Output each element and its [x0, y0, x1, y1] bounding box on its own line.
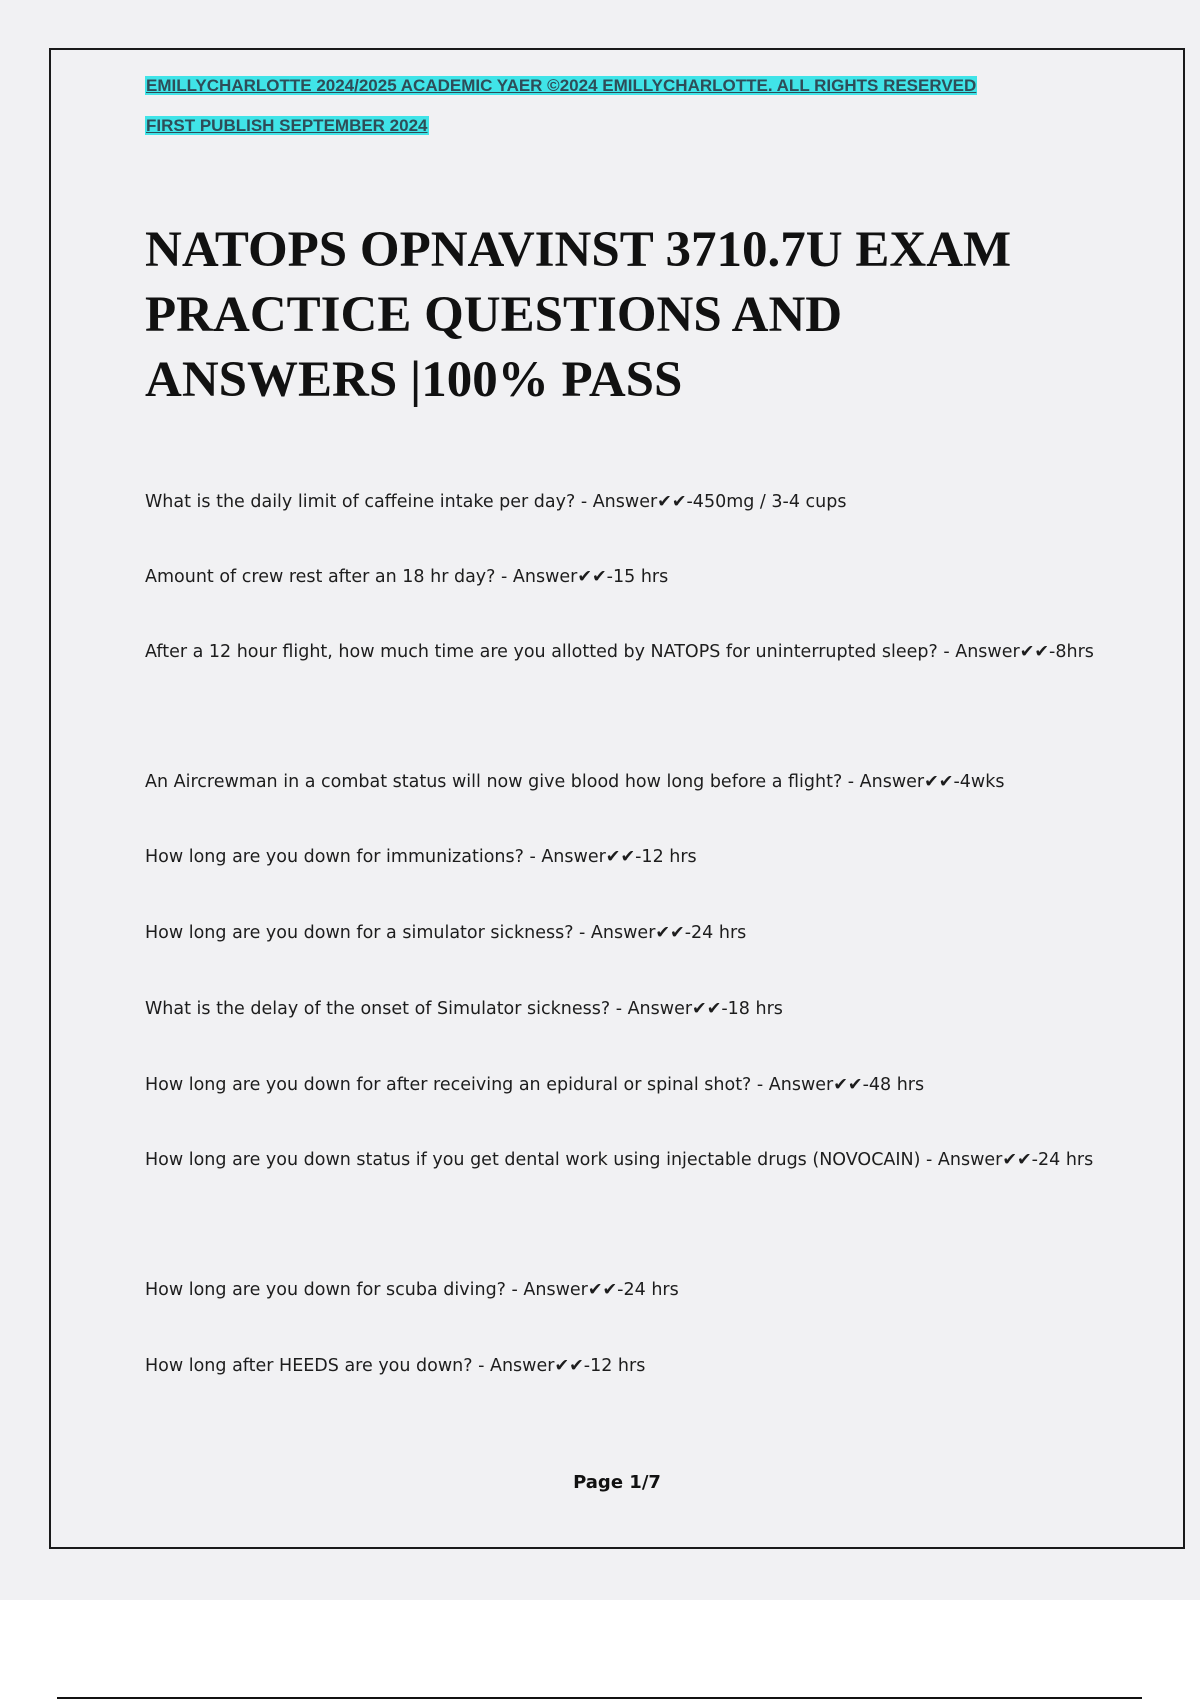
copyright-text: EMILLYCHARLOTTE 2024/2025 ACADEMIC YAER ©2024 EMILLYCHARLOTTE. ALL RIGHTS RESERVED: [146, 76, 977, 95]
page-number: Page 1/7: [573, 1472, 661, 1493]
qa-item: How long are you down for after receiving an epidural or spinal shot? - Answer✔✔-48 hrs: [145, 1075, 925, 1095]
divider: [57, 1697, 1142, 1699]
document-title: [145, 218, 1105, 413]
qa-item: How long are you down for a simulator sickness? - Answer✔✔-24 hrs: [145, 923, 747, 943]
qa-item: Amount of crew rest after an 18 hr day? - Answer✔✔-15 hrs: [145, 567, 669, 587]
title-line-2: PRACTICE QUESTIONS AND: [145, 287, 843, 343]
qa-item: How long are you down status if you get dental work using injectable drugs (NOVOCAIN) - Answer✔✔-24 hrs: [145, 1150, 1094, 1170]
qa-item: How long after HEEDS are you down? - Answer✔✔-12 hrs: [145, 1356, 646, 1376]
qa-item: How long are you down for immunizations? - Answer✔✔-12 hrs: [145, 847, 697, 867]
qa-item: An Aircrewman in a combat status will now give blood how long before a flight? - Answer✔✔-4wks: [145, 772, 1005, 792]
copyright-header: [145, 74, 977, 98]
qa-item: What is the delay of the onset of Simulator sickness? - Answer✔✔-18 hrs: [145, 999, 783, 1019]
qa-item: What is the daily limit of caffeine intake per day? - Answer✔✔-450mg / 3-4 cups: [145, 492, 847, 512]
publish-date-text: FIRST PUBLISH SEPTEMBER 2024: [146, 116, 428, 135]
publish-date-header: [145, 114, 429, 138]
qa-item: How long are you down for scuba diving? - Answer✔✔-24 hrs: [145, 1280, 679, 1300]
qa-item: After a 12 hour flight, how much time are you allotted by NATOPS for uninterrupted sleep? - Answer✔✔-8hrs: [145, 642, 1094, 662]
title-line-1: NATOPS OPNAVINST 3710.7U EXAM: [145, 222, 1012, 278]
title-line-3: ANSWERS |100% PASS: [145, 352, 683, 408]
